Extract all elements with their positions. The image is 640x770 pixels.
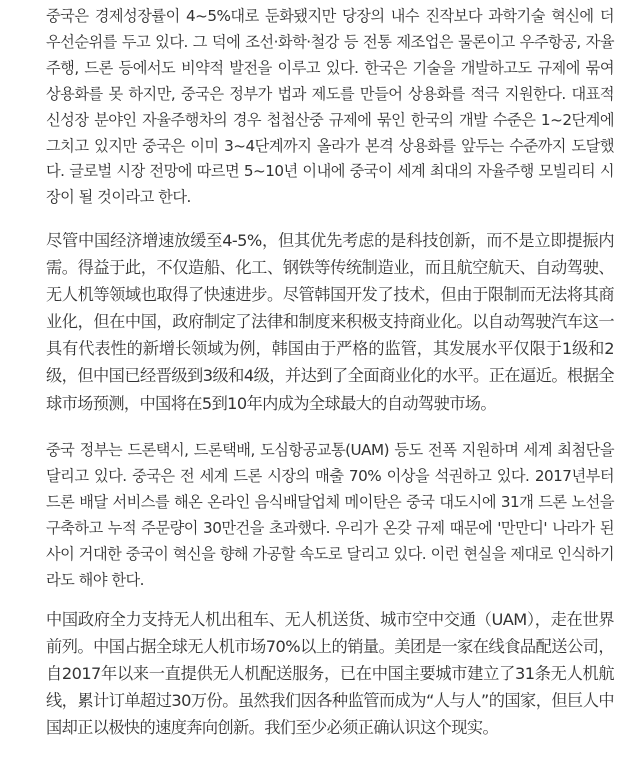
paragraph-chinese-2: 中国政府全力支持无人机出租车、无人机送货、城市空中交通（UAM），走在世界前列。中国占据全球无人机市场70%以上的销量。美团是一家在线食品配送公司，自2017年以来一直提供无人机配送服务，已在中国主要城市建立了31条无人机航线，累计订单超过30万份。虽然我们因各种监管而成为“人与人”的国家，但巨人中国却正以极快的速度奔向创新。我们至少必须正确认识这个现实。 — [46, 610, 614, 738]
paragraph-korean-2: 중국 정부는 드론택시, 드론택배, 도심항공교통(UAM) 등도 전폭 지원하며 세계 최첨단을 달리고 있다. 중국은 전 세계 드론 시장의 매출 70% 이상을 석권하고 있다. 2017년부터 드론 배달 서비스를 해온 온라인 음식배달업체 메이탄은 중국 대도시에 31개 드론 노선을 구축하고 누적 주문량이 30만건을 초과했다. 우리가 온갖 규제 때문에 '만만디' 나라가 된 사이 거대한 중국이 혁신을 향해 가공할 속도로 달리고 있다. 이런 현실을 제대로 인식하기라도 해야 한다. — [46, 441, 614, 589]
paragraph-chinese-1: 尽管中国经济增速放缓至4-5%，但其优先考虑的是科技创新，而不是立即提振内需。得益于此，不仅造船、化工、钢铁等传统制造业，而且航空航天、自动驾驶、无人机等领域也取得了快速进步。尽管韩国开发了技术，但由于限制而无法将其商业化，但在中国，政府制定了法律和制度来积极支持商业化。以自动驾驶汽车这一具有代表性的新增长领域为例，韩国由于严格的监管，其发展水平仅限于1级和2级，但中国已经晋级到3级和4级，并达到了全面商业化的水平。正在逼近。根据全球市场预测，中国将在5到10年内成为全球最大的自动驾驶市场。 — [46, 231, 614, 413]
paragraph-korean-1: 중국은 경제성장률이 4~5%대로 둔화됐지만 당장의 내수 진작보다 과학기술 혁신에 더 우선순위를 두고 있다. 그 덕에 조선·화학·철강 등 전통 제조업은 물론이고 우주항공, 자율주행, 드론 등에서도 비약적 발전을 이루고 있다. 한국은 기술을 개발하고도 규제에 묶여 상용화를 못 하지만, 중국은 정부가 법과 제도를 만들어 상용화를 적극 지원한다. 대표적 신성장 분야인 자율주행차의 경우 첩첩산중 규제에 묶인 한국의 개발 수준은 1~2단계에 그치고 있지만 중국은 이미 3~4단계까지 올라가 본격 상용화를 앞두는 수준까지 도달했다. 글로벌 시장 전망에 따르면 5~10년 이내에 중국이 세계 최대의 자율주행 모빌리티 시장이 될 것이라고 한다. — [46, 7, 614, 207]
